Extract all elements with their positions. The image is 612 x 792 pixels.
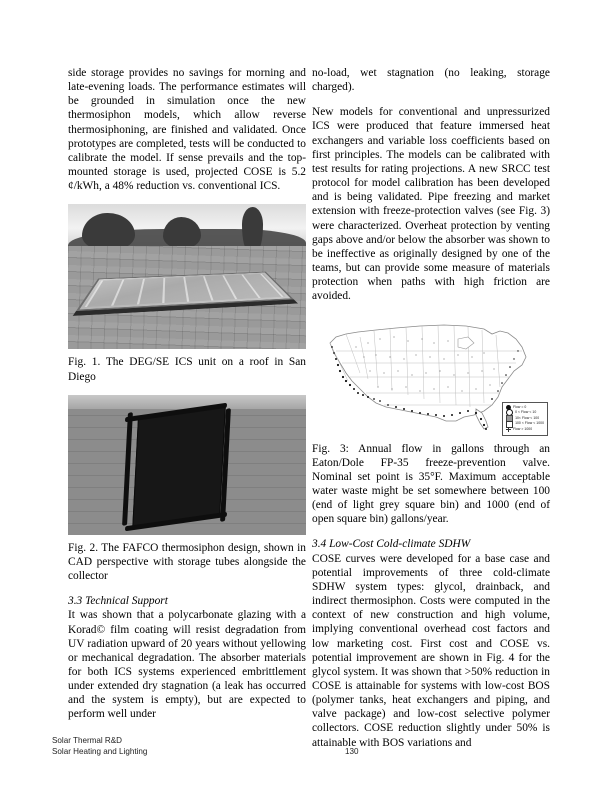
map-legend [502,402,548,436]
page-number: 130 [345,746,359,756]
right-paragraph-2: New models for conventional and unpressurized ICS were produced that feature immersed heat exchangers and variable loss coefficients based on first principles. The models can be calibrated with test results for rating projections. A new SRCC test protocol for model calibration has been developed and is being validated. Pipe freezing and market extension with freeze-protection valves (see Fig. 3) were characterized. Overheat protection by venting gaps above and/or below the absorber was shown to be ineffective as originally designed by one of the teams, but can provide some measure of materials protection when paths with high friction are avoided. [312,106,550,303]
section-heading-3-4: 3.4 Low-Cost Cold-climate SDHW [312,538,471,551]
legend-item [506,427,544,433]
footer-line-2 [52,747,562,758]
footer-line-1 [52,736,562,747]
palm-tree-icon [242,207,263,251]
left-column [68,66,306,733]
plus-icon [506,427,511,432]
right-column [312,66,550,761]
legend-label: 0 < Flow < 10 [515,410,537,415]
right-paragraph-1: no-load, wet stagnation (no leaking, storage charged). [312,67,550,94]
figure-1-caption: Fig. 1. The DEG/SE ICS unit on a roof in San Diego [68,356,306,383]
footer-program-name: Solar Thermal R&D [52,736,123,745]
figure-2-caption: Fig. 2. The FAFCO thermosiphon design, shown in CAD perspective with storage tubes alongside the collector [68,541,306,583]
legend-label: 100 < Flow < 1000 [515,421,544,426]
tree-left-icon [82,213,134,251]
section-heading-3-3: 3.3 Technical Support [68,595,168,608]
figure-1-image [68,204,306,349]
page-footer [52,736,562,757]
legend-label: 10< Flow < 100 [515,415,540,420]
legend-label: Flow > 1000 [513,427,533,431]
left-paragraph-1: side storage provides no savings for morning and late-evening loads. The performance estimates will be grounded in simulation once the new thermosiphon models, which allow reverse thermosiphoning, are finished and validated. Once prototypes are completed, tests will be conducted to calibrate the model. If sense prevails and the top-mounted storage is used, projected COSE is 5.2 ¢/kWh, a 48% reduction vs. conventional ICS. [68,67,306,193]
figure-3-image [312,315,550,437]
figure-3-caption: Fig. 3: Annual flow in gallons through an Eaton/Dole FP-35 freeze-prevention valve. Nominal set point is 35°F. Maximum acceptable water waste might be set somewhere between 100 (end of light grey square bin) and 1000 (end of open square bin) gallons/year. [312,442,550,526]
thermosiphon-collector-panel [132,405,225,530]
section-3-4-body: COSE curves were developed for a base case and potential improvements of three cold-climate SDHW system types: glycol, drainback, and indirect thermosiphon. Costs were computed in the context of new construction and high volume, implying conventional overhead cost factors and low marketing cost. First cost and COSE vs. potential improvement are shown in Fig. 4 for the glycol system. It was shown that >50% reduction in COSE is attainable for systems with low-cost BOS (polymer tanks, heat exchangers and piping, and valve package) and low-cost selective polymer collectors. COSE reduction slightly under 50% is attainable with BOS variations and [312,552,550,749]
legend-label: Flow = 0 [513,404,527,409]
section-3-3-body: It was shown that a polycarbonate glazing with a Korad© film coating will resist degradation from UV radiation upward of 20 years without yellowing or mechanical degradation. The absorber materials for both ICS systems experienced embrittlement under extended dry stagnation (a leak has occurred and the system is empty), but are expected to perform well under [68,609,306,721]
footer-section-name: Solar Heating and Lighting [52,746,148,756]
figure-2-image [68,395,306,535]
tree-mid-icon [163,217,201,249]
